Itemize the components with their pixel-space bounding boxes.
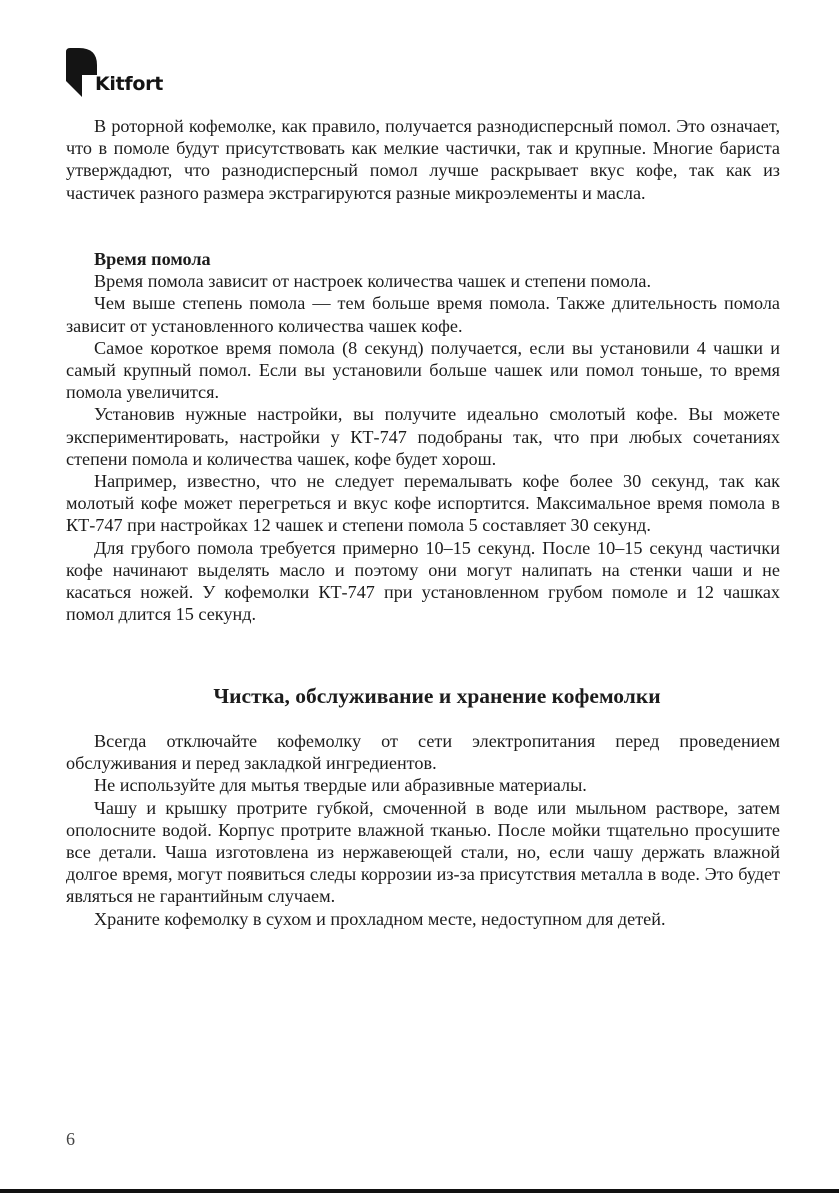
cleaning-paragraph: Всегда отключайте кофемолку от сети электропитания перед проведением обслуживания и перед закладкой ингредиентов.: [66, 731, 780, 774]
cleaning-paragraph: Чашу и крышку протрите губкой, смоченной в воде или мыльном растворе, затем ополосните водой. Корпус протрите влажной тканью. После мойки тщательно просушите все детали. Чаша изготовлена из нержавеющей стали, но, если чашу держать влажной долгое время, могут появиться следы коррозии из-за присутствия металла в воде. Это будет являться не гарантийным случаем.: [66, 797, 780, 907]
brand-name: Kitfort: [95, 73, 163, 95]
intro-paragraph: В роторной кофемолке, как правило, получается разнодисперсный помол. Это означает, что в помоле будут присутствовать как мелкие частички, так и крупные. Многие бариста утверждадют, что разнодисперсный помол лучше раскрывает вкус кофе, так как из частичек разного размера экстрагируются разные микроэлементы и масла.: [66, 116, 780, 203]
grind-time-paragraph: Время помола зависит от настроек количества чашек и степени помола.: [94, 271, 652, 292]
intro-section: [66, 115, 780, 204]
brand-logo: [66, 48, 186, 98]
grind-time-paragraph: Например, известно, что не следует перемалывать кофе более 30 секунд, так как молотый кофе может перегреться и вкус кофе испортится. Максимальное время помола в КТ-747 при настройках 12 чашек и степени помола 5 составляет 30 секунд.: [66, 471, 780, 536]
grind-time-section: [66, 248, 780, 625]
grind-time-paragraph: Установив нужные настройки, вы получите идеально смолотый кофе. Вы можете экспериментировать, настройки у КТ-747 подобраны так, что при любых сочетаниях степени помола и количества чашек, кофе будет хорош.: [66, 404, 780, 469]
cleaning-section: [66, 730, 780, 930]
cleaning-section-title: Чистка, обслуживание и хранение кофемолки: [213, 684, 661, 708]
grind-time-paragraph: Самое короткое время помола (8 секунд) получается, если вы установили 4 чашки и самый крупный помол. Если вы установили больше чашек или помол тоньше, то время помола увеличится.: [66, 337, 780, 403]
grind-time-heading: Время помола: [94, 249, 211, 269]
page-number: 6: [66, 1129, 75, 1149]
cleaning-paragraph: Не используйте для мытья твердые или абразивные материалы.: [94, 775, 587, 796]
kitfort-logo-icon: [66, 48, 97, 97]
bottom-border: [0, 1189, 839, 1193]
grind-time-paragraph: Для грубого помола требуется примерно 10–15 секунд. После 10–15 секунд частички кофе начинают выделять масло и поэтому они могут налипать на стенки чаши и не касаться ножей. У кофемолки КТ-747 при установленном грубом помоле и 12 чашках помол длится 15 секунд.: [66, 537, 780, 625]
cleaning-paragraph: Храните кофемолку в сухом и прохладном месте, недоступном для детей.: [94, 908, 666, 929]
grind-time-paragraph: Чем выше степень помола — тем больше время помола. Также длительность помола зависит от установленного количества чашек кофе.: [66, 293, 780, 336]
